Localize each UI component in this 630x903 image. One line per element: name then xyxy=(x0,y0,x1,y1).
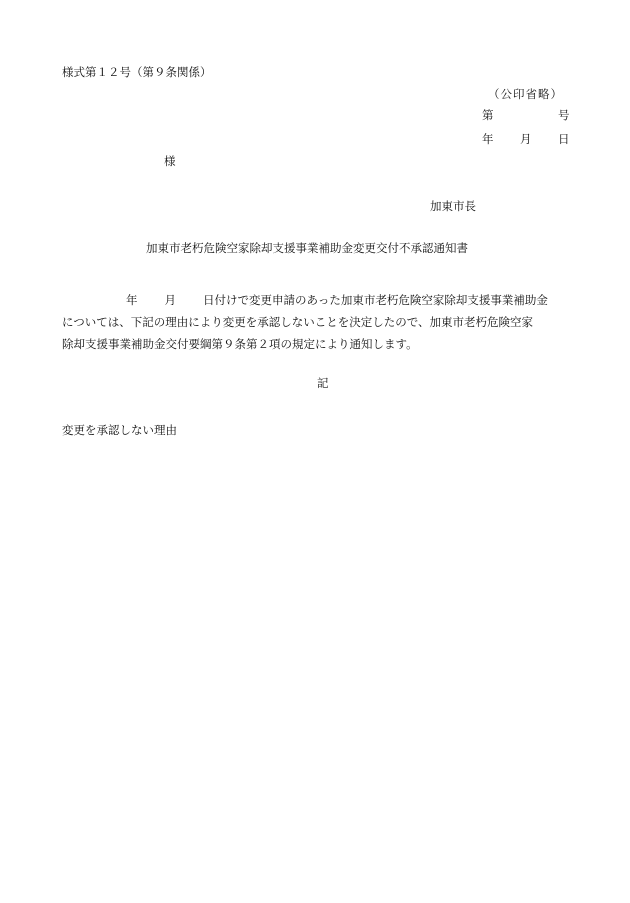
document-title: 加東市老朽危険空家除却支援事業補助金変更交付不承認通知書 xyxy=(146,241,468,255)
body-year: 年 xyxy=(126,293,138,307)
body-line-2: については、下記の理由により変更を承認しないことを決定したので、加東市老朽危険空家 xyxy=(62,315,534,329)
body-paragraph xyxy=(62,289,592,355)
issue-date-year: 年 xyxy=(482,132,494,146)
addressee-honorific: 様 xyxy=(164,154,176,168)
body-line-1-text: 日付けで変更申請のあった加東市老朽危険空家除却支援事業補助金 xyxy=(203,293,548,307)
issuer-name: 加東市長 xyxy=(430,199,476,213)
document-number-suffix: 号 xyxy=(558,108,570,122)
issue-date-month: 月 xyxy=(520,132,532,146)
document-number xyxy=(482,110,572,124)
body-month: 月 xyxy=(164,293,176,307)
document-number-prefix: 第 xyxy=(482,108,494,122)
reason-heading: 変更を承認しない理由 xyxy=(62,423,177,437)
issue-date-day: 日 xyxy=(558,132,570,146)
issue-date xyxy=(482,134,572,148)
form-number: 様式第１２号（第９条関係） xyxy=(62,65,212,79)
body-line-1 xyxy=(62,289,592,311)
ki-heading: 記 xyxy=(317,376,329,390)
seal-omitted-note: （公印省略） xyxy=(488,87,563,101)
body-line-3: 除却支援事業補助金交付要綱第９条第２項の規定により通知します。 xyxy=(62,337,418,351)
